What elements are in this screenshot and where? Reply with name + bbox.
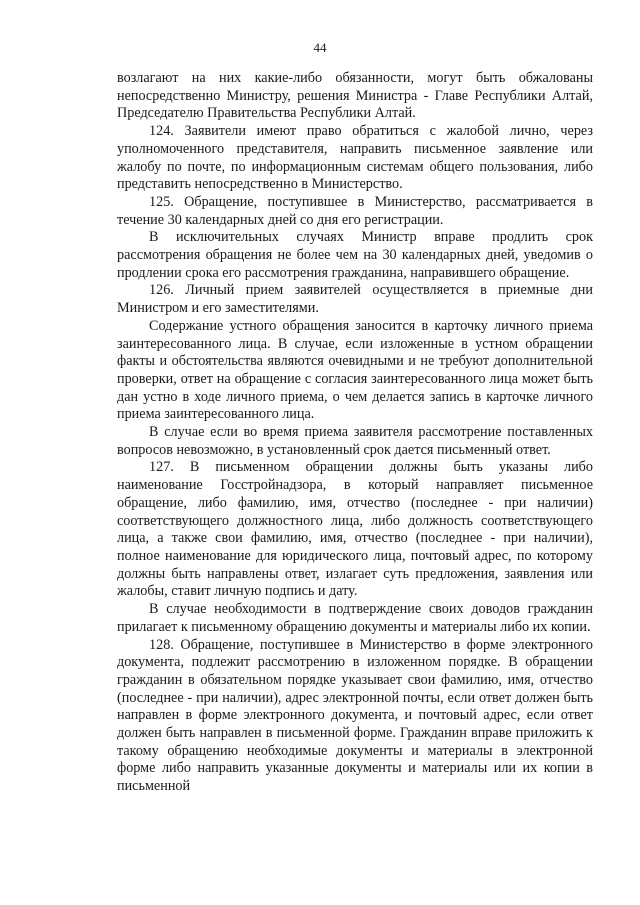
paragraph-126: 126. Личный прием заявителей осуществляется в приемные дни Министром и его заместителями. [117, 282, 593, 317]
page-number: 44 [313, 40, 327, 55]
paragraph-exceptional-cases: В исключительных случаях Министр вправе продлить срок рассмотрения обращения не более чем на 30 календарных дней, уведомив о продлении срока его рассмотрения гражданина, направившего обращение. [117, 229, 593, 281]
paragraph-attachments: В случае необходимости в подтверждение своих доводов гражданин прилагает к письменному обращению документы и материалы либо их копии. [117, 601, 593, 635]
paragraph-125: 125. Обращение, поступившее в Министерство, рассматривается в течение 30 календарных дней со дня его регистрации. [117, 193, 593, 228]
paragraph-128: 128. Обращение, поступившее в Министерство в форме электронного документа, подлежит рассмотрению в изложенном порядке. В обращении гражданин в обязательном порядке указывает свои фамилию, имя, отчество (последнее - при наличии), адрес электронной почты, если ответ должен быть направлен в форме электронного документа, и почтовый адрес, если ответ должен быть направлен в письменной форме. Гражданин вправе приложить к такому обращению необходимые документы и материалы в электронной форме либо направить указанные документы и материалы или их копии в письменной [117, 636, 593, 795]
paragraph-124: 124. Заявители имеют право обратиться с жалобой лично, через уполномоченного представителя, направить письменное заявление или жалобу по почте, по информационным системам общего пользования, либо представить непосредственно в Министерство. [117, 123, 593, 193]
paragraph-continuation: возлагают на них какие-либо обязанности, могут быть обжалованы непосредственно Министру, решения Министра - Главе Республики Алтай, Председателю Правительства Республики Алтай. [117, 70, 593, 122]
paragraph-127: 127. В письменном обращении должны быть указаны либо наименование Госстройнадзора, в который направляет письменное обращение, либо фамилию, имя, отчество (последнее - при наличии) соответствующего должностного лица, либо должность соответствующего лица, а также свои фамилию, имя, отчество (последнее - при наличии), полное наименование для юридического лица, почтовый адрес, по которому должны быть направлены ответ, излагает суть предложения, заявления или жалобы, ставит личную подпись и дату. [117, 459, 593, 600]
body-text [117, 70, 593, 796]
paragraph-oral-appeal: Содержание устного обращения заносится в карточку личного приема заинтересованного лица. В случае, если изложенные в устном обращении факты и обстоятельства являются очевидными и не требуют дополнительной проверки, ответ на обращение с согласия заинтересованного лица может быть дан устно в ходе личного приема, о чем делается запись в карточке личного приема заинтересованного лица. [117, 317, 593, 423]
paragraph-written-answer: В случае если во время приема заявителя рассмотрение поставленных вопросов невозможно, в установленный срок дается письменный ответ. [117, 424, 593, 458]
